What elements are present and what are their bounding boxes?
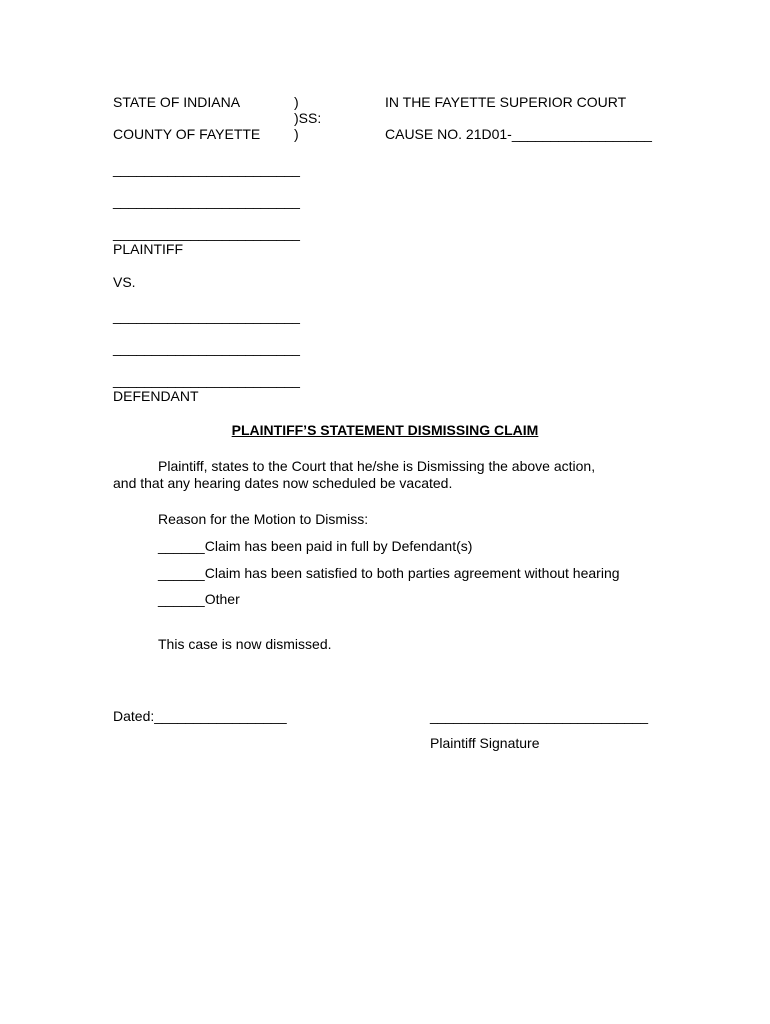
option-paid-in-full: ______Claim has been paid in full by Defendant(s) (158, 538, 473, 554)
caption-paren-top: ) (294, 94, 299, 110)
versus-label: VS. (113, 274, 136, 290)
plaintiff-blank-line: ________________________ (113, 225, 300, 241)
reason-heading: Reason for the Motion to Dismiss: (158, 511, 369, 527)
signature-line: ____________________________ (430, 708, 649, 724)
statement-line-1: Plaintiff, states to the Court that he/she is Dismissing the above action, (158, 458, 596, 474)
option-satisfied-agreement: ______Claim has been satisfied to both parties agreement without hearing (158, 565, 620, 581)
plaintiff-label: PLAINTIFF (113, 241, 184, 257)
cause-number: CAUSE NO. 21D01-__________________ (385, 126, 652, 142)
defendant-blank-line: ________________________ (113, 308, 300, 324)
county-label: COUNTY OF FAYETTE (113, 126, 261, 142)
plaintiff-blank-line: ________________________ (113, 193, 300, 209)
dismissed-statement: This case is now dismissed. (158, 636, 332, 652)
defendant-blank-line: ________________________ (113, 340, 300, 356)
statement-line-2: and that any hearing dates now scheduled be vacated. (113, 475, 453, 491)
dated-field: Dated:_________________ (113, 708, 287, 724)
state-label: STATE OF INDIANA (113, 94, 241, 110)
document-title: PLAINTIFF’S STATEMENT DISMISSING CLAIM (231, 422, 539, 438)
defendant-label: DEFENDANT (113, 388, 199, 404)
caption-ss: )SS: (294, 110, 322, 126)
option-other: ______Other (158, 591, 240, 607)
court-name: IN THE FAYETTE SUPERIOR COURT (385, 94, 627, 110)
defendant-blank-line: ________________________ (113, 372, 300, 388)
signature-label: Plaintiff Signature (430, 735, 540, 751)
caption-paren-bottom: ) (294, 126, 299, 142)
plaintiff-blank-line: ________________________ (113, 161, 300, 177)
